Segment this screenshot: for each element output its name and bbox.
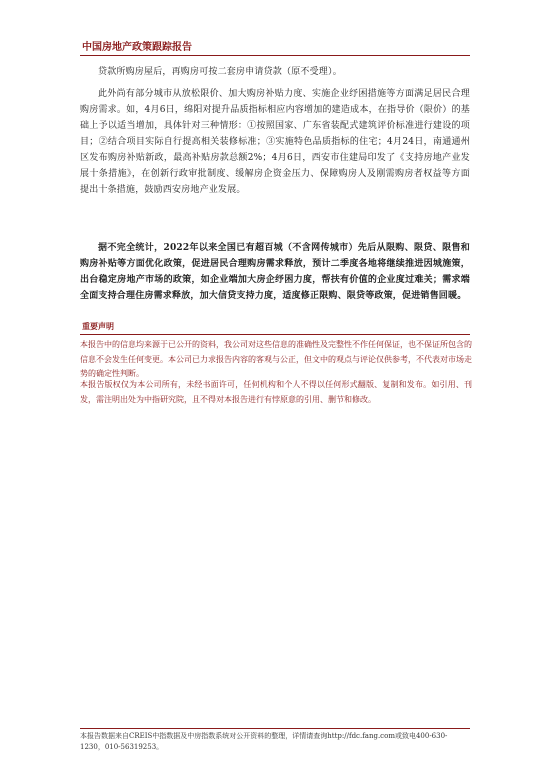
disclaimer-paragraph-1: 本报告中的信息均来源于已公开的资料，我公司对这些信息的准确性及完整性不作任何保证，也不保证所包含的信息不会发生任何变更。本公司已力求报告内容的客观与公正，但文中的观点与评论仅供参考，不代表对市场走势的确定性判断。 <box>80 340 472 378</box>
header-divider <box>80 55 470 56</box>
paragraph-1 <box>80 64 470 80</box>
footer-divider <box>80 728 470 729</box>
report-header-title: 中国房地产政策跟踪报告 <box>82 42 192 53</box>
disclaimer-divider <box>80 334 470 335</box>
paragraph-summary: 据不完全统计，2022年以来全国已有超百城（不含网传城市）先后从限购、限贷、限售和购房补贴等方面优化政策，促进居民合理购房需求释放，预计二季度各地将继续推进因城施策，出台稳定房地产市场的政策，如企业端加大房企纾困力度，帮扶有价值的企业度过难关；需求端全面支持合理住房需求释放，加大信贷支持力度，适度修正限购、限贷等政策，促进销售回暖。 <box>80 243 470 301</box>
paragraph-1-text: 贷款所购房屋后，再购房可按二套房申请贷款（原不受理）。 <box>98 67 342 77</box>
paragraph-2: 此外尚有部分城市从放松限价、加大购房补贴力度、实施企业纾困措施等方面满足居民合理购房需求。如，4月6日，绵阳对提升品质指标相应内容增加的建造成本，在指导价（限价）的基础上予以适当增加，具体针对三种情形：①按照国家、广东省装配式建筑评价标准进行建设的项目；②结合项目实际自行提高相关装修标准；③实施特色品质指标的住宅；4月24日，南通通州区发布购房补贴新政，最高补贴房款总额2%；4月6日，西安市住建局印发了《支持房地产业发展十条措施》，在创新行政审批制度、缓解房企资金压力、保障购房人及刚需购房者权益等方面提出十条措施，鼓励西安房地产业发展。 <box>80 89 470 195</box>
footer-note: 本报告数据来自CREIS中指数据及中房指数系统对公开资料的整理，详情请查询http://fdc.fang.com或致电400-630-1230，010-56319253。 <box>80 732 448 751</box>
disclaimer-title: 重要声明 <box>82 322 114 331</box>
disclaimer-paragraph-2: 本报告版权仅为本公司所有，未经书面许可，任何机构和个人不得以任何形式翻版、复制和发布。如引用、刊发，需注明出处为中指研究院，且不得对本报告进行有悖原意的引用、删节和修改。 <box>80 380 472 404</box>
